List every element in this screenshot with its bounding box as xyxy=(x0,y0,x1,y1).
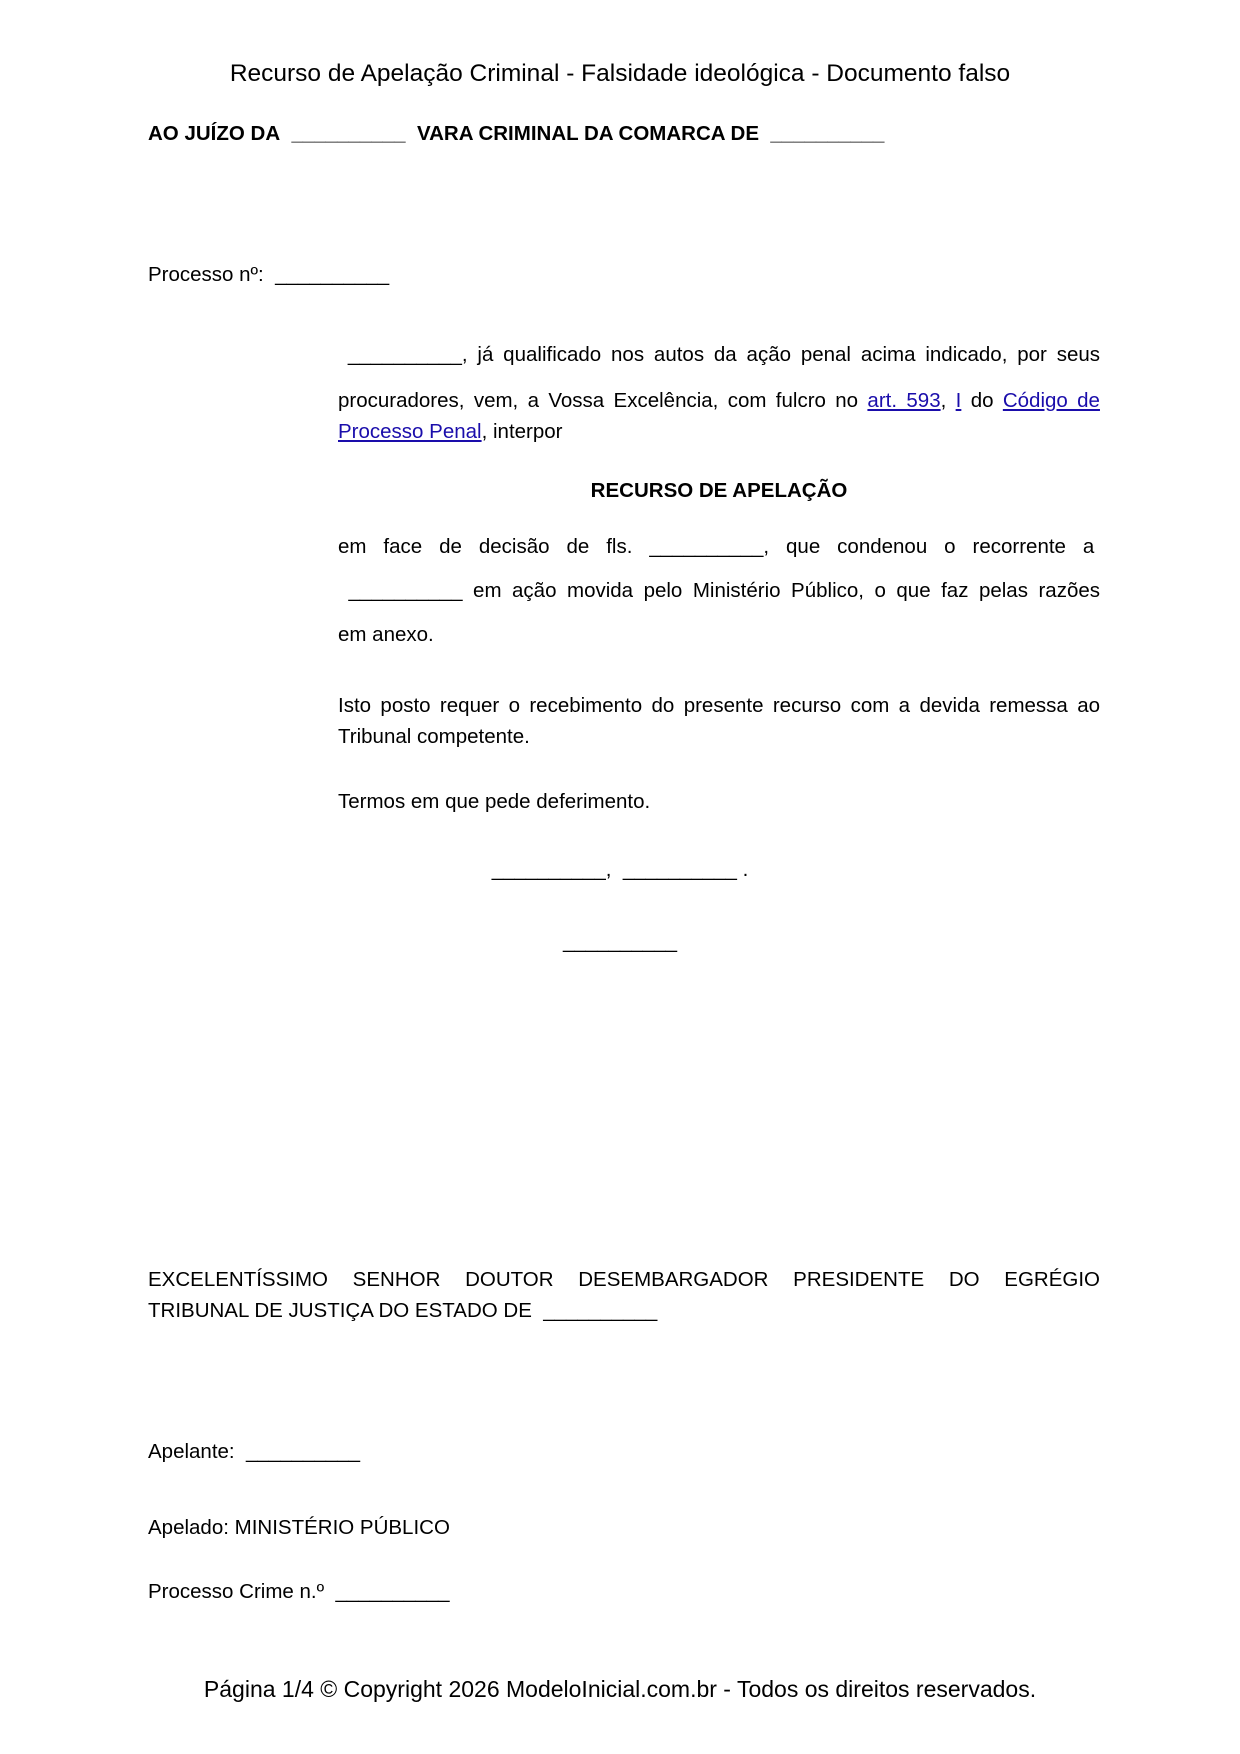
intro-lines-2 xyxy=(338,385,1100,447)
request-paragraph: Isto posto requer o recebimento do presente recurso com a devida remessa ao Tribunal competente. xyxy=(338,694,1100,748)
decision-text-2: , que condenou o recorrente a xyxy=(763,535,1095,558)
document-title: Recurso de Apelação Criminal - Falsidade ideológica - Documento falso xyxy=(229,60,1011,87)
cpp-link[interactable]: Código de Processo Penal xyxy=(338,389,1100,443)
process-number xyxy=(148,263,389,287)
place-blank: __________ xyxy=(491,858,606,881)
crime-process-label: Processo Crime n.º xyxy=(148,1580,325,1603)
inciso-i-link[interactable]: I xyxy=(955,389,962,412)
tribunal-addressee xyxy=(148,1264,1100,1326)
process-blank: __________ xyxy=(275,263,390,286)
fls-blank: __________ xyxy=(649,535,764,558)
appellee-line: Apelado: MINISTÉRIO PÚBLICO xyxy=(148,1516,450,1539)
comarca-blank: __________ xyxy=(770,122,885,145)
decision-line-1 xyxy=(338,536,1100,558)
intro-text-2: procuradores, vem, a Vossa Excelência, com fulcro no xyxy=(338,389,868,412)
crime-process-line xyxy=(148,1580,450,1604)
date-blank: __________ xyxy=(622,858,737,881)
vara-number-blank: __________ xyxy=(291,122,406,145)
art-593-link[interactable]: art. 593 xyxy=(867,389,941,412)
intro-text-4: , interpor xyxy=(481,420,563,443)
page-footer: Página 1/4 © Copyright 2026 ModeloInicial.com.br - Todos os direitos reservados. xyxy=(203,1676,1037,1702)
addressee-vara: VARA CRIMINAL DA COMARCA DE xyxy=(416,122,759,145)
section-title: RECURSO DE APELAÇÃO xyxy=(590,479,848,502)
date-sep: , xyxy=(605,858,612,881)
decision-line-2 xyxy=(338,580,1100,602)
intro-text-3: do xyxy=(961,389,1003,412)
decision-paragraph xyxy=(338,536,1100,646)
place-date-line xyxy=(0,858,1240,882)
intro-text-1: , já qualificado nos autos da ação penal acima indicado, por seus xyxy=(461,343,1101,366)
tribunal-line-1: EXCELENTÍSSIMO SENHOR DOUTOR DESEMBARGADOR PRESIDENTE DO EGRÉGIO xyxy=(148,1268,1100,1291)
date-end: . xyxy=(742,858,749,881)
crime-blank: __________ xyxy=(348,579,463,602)
signature-line: __________ xyxy=(562,930,677,953)
intro-sep: , xyxy=(940,389,956,412)
decision-line-3: em anexo. xyxy=(338,623,434,646)
process-label: Processo nº: xyxy=(148,263,264,286)
intro-line-1 xyxy=(338,333,1100,377)
appellant-blank: __________ xyxy=(246,1440,361,1463)
tribunal-line-2: TRIBUNAL DE JUSTIÇA DO ESTADO DE xyxy=(148,1299,532,1322)
appellant-name-blank: __________ xyxy=(347,343,462,366)
intro-paragraph xyxy=(338,333,1100,447)
crime-process-blank: __________ xyxy=(335,1580,450,1603)
court-addressee xyxy=(148,122,884,146)
appellant-line xyxy=(148,1440,360,1464)
closing-text: Termos em que pede deferimento. xyxy=(338,790,651,813)
state-blank: __________ xyxy=(543,1299,658,1322)
decision-text-3: em ação movida pelo Ministério Público, o que faz pelas razões xyxy=(473,579,1100,602)
decision-text-1: em face de decisão de fls. xyxy=(338,535,633,558)
appellant-label: Apelante: xyxy=(148,1440,235,1463)
addressee-prefix: AO JUÍZO DA xyxy=(148,122,281,145)
